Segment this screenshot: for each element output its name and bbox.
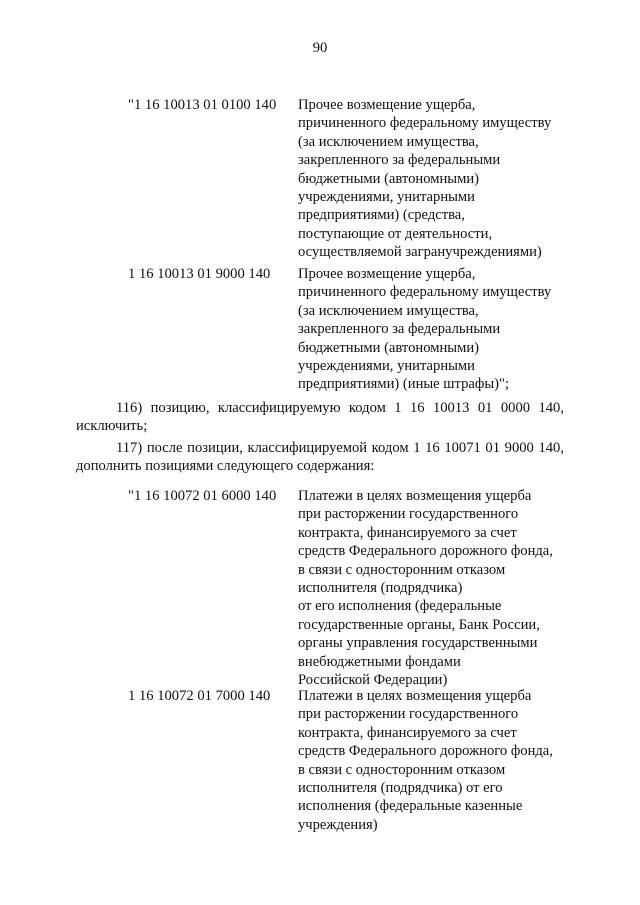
- description-line: закрепленного за федеральными: [298, 152, 501, 169]
- paragraph-line: 117) после позиции, классифицируемой кодом 1 16 10071 01 9000 140,: [116, 440, 564, 456]
- description-line: исполнителя (подрядчика): [298, 580, 463, 597]
- page-number: 90: [312, 40, 328, 56]
- classification-code: "1 16 10072 01 6000 140: [128, 488, 277, 504]
- description-line: предприятиями) (средства,: [298, 207, 465, 224]
- classification-description: [298, 687, 598, 834]
- description-line: исполнения (федеральные казенные: [298, 798, 523, 815]
- classification-description: [298, 487, 598, 689]
- classification-description: [298, 96, 598, 262]
- paragraph-116: [76, 399, 564, 436]
- description-line: в связи с односторонним отказом: [298, 761, 506, 778]
- description-line: (за исключением имущества,: [298, 133, 479, 150]
- paragraph-line: дополнить позициями следующего содержания:: [76, 458, 375, 475]
- classification-code: 1 16 10072 01 7000 140: [128, 688, 271, 704]
- description-line: учреждениями, унитарными: [298, 189, 475, 206]
- description-line: учреждениями, унитарными: [298, 358, 475, 375]
- description-line: исполнителя (подрядчика) от его: [298, 780, 503, 797]
- description-line: Прочее возмещение ущерба,: [298, 97, 476, 113]
- description-line: Платежи в целях возмещения ущерба: [298, 488, 532, 504]
- description-line: в связи с односторонним отказом: [298, 561, 506, 578]
- description-line: при расторжении государственного: [298, 506, 519, 523]
- paragraph-line: 116) позицию, классифицируемую кодом 1 16 10013 01 0000 140,: [116, 400, 564, 416]
- description-line: бюджетными (автономными): [298, 170, 479, 187]
- description-line: от его исполнения (федеральные: [298, 598, 502, 615]
- paragraph-line: исключить;: [76, 418, 148, 435]
- description-line: Прочее возмещение ущерба,: [298, 266, 476, 282]
- description-line: (за исключением имущества,: [298, 302, 479, 319]
- description-line: поступающие от деятельности,: [298, 225, 493, 242]
- classification-description: [298, 265, 598, 394]
- description-line: закрепленного за федеральными: [298, 321, 501, 338]
- description-line: бюджетными (автономными): [298, 339, 479, 356]
- classification-code: "1 16 10013 01 0100 140: [128, 97, 277, 113]
- description-line: контракта, финансируемого за счет: [298, 724, 517, 741]
- description-line: внебюджетными фондами: [298, 653, 461, 670]
- description-line: учреждения): [298, 816, 378, 833]
- description-line: Российской Федерации): [298, 672, 448, 689]
- description-line: средств Федерального дорожного фонда,: [298, 543, 553, 560]
- description-line: контракта, финансируемого за счет: [298, 524, 517, 541]
- description-line: предприятиями) (иные штрафы)";: [298, 376, 510, 393]
- description-line: Платежи в целях возмещения ущерба: [298, 688, 532, 704]
- description-line: причиненного федеральному имуществу: [298, 284, 552, 301]
- classification-code: 1 16 10013 01 9000 140: [128, 266, 271, 282]
- description-line: причиненного федеральному имуществу: [298, 115, 552, 132]
- description-line: при расторжении государственного: [298, 706, 519, 723]
- description-line: осуществляемой загранучреждениями): [298, 244, 542, 261]
- description-line: средств Федерального дорожного фонда,: [298, 743, 553, 760]
- paragraph-117: [76, 439, 564, 476]
- description-line: органы управления государственными: [298, 635, 538, 652]
- description-line: государственные органы, Банк России,: [298, 616, 540, 633]
